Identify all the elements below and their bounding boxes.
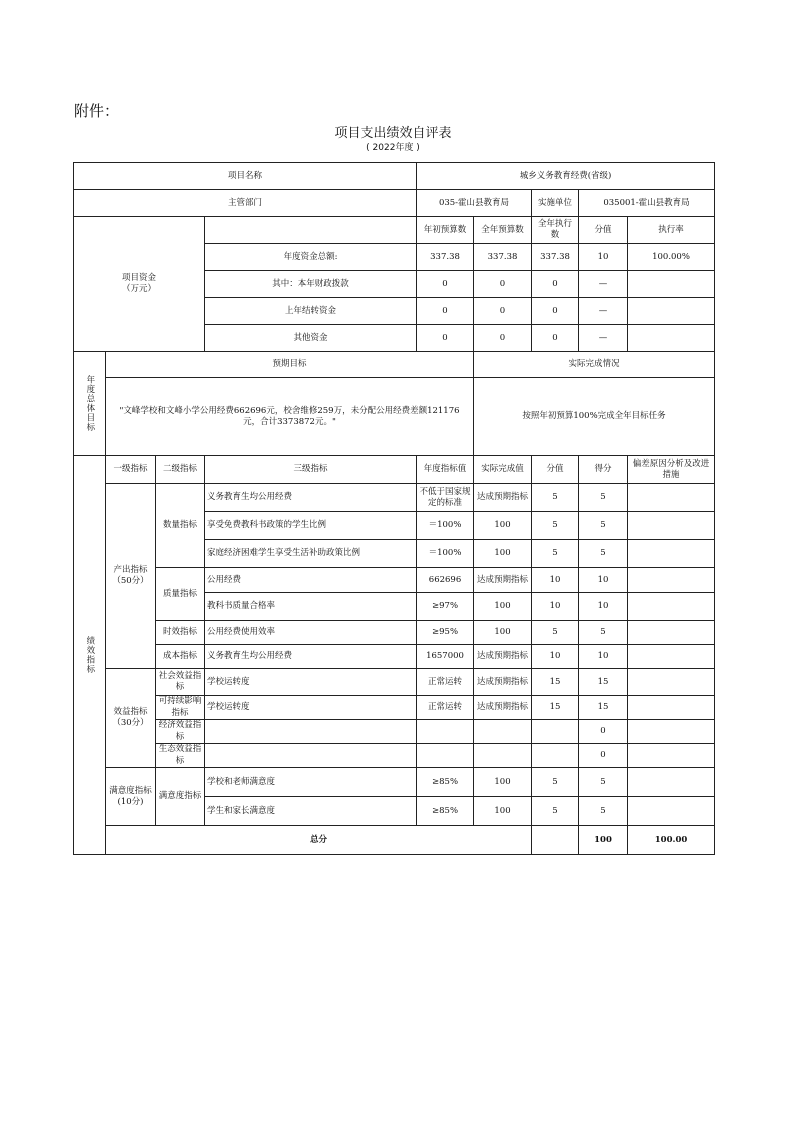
indicator-actual <box>474 744 532 768</box>
indicator-score: 15 <box>579 669 628 696</box>
dept-label: 主管部门 <box>74 190 417 217</box>
self-evaluation-table <box>73 162 715 855</box>
indicator-score-value <box>532 720 579 744</box>
indicator-actual: 达成预期指标 <box>474 669 532 696</box>
satisfaction-indicator: 满意度指标 <box>156 768 205 826</box>
total-score: 100.00 <box>628 826 715 855</box>
fund-budget-year: 0 <box>474 325 532 352</box>
fund-score-value: — <box>579 298 628 325</box>
indicator-reason <box>628 484 715 512</box>
reason-header: 偏差原因分析及改进措施 <box>628 456 715 484</box>
indicator-name: 学生和家长满意度 <box>205 797 417 826</box>
fund-executed: 0 <box>532 271 579 298</box>
fund-row-label: 年度资金总额: <box>205 244 417 271</box>
fund-budget-start: 0 <box>417 325 474 352</box>
indicator-name: 义务教育生均公用经费 <box>205 484 417 512</box>
indicator-reason <box>628 669 715 696</box>
page-title: 项目支出绩效自评表 <box>334 126 452 141</box>
indicator-reason <box>628 568 715 593</box>
social-benefit-indicator: 社会效益指标 <box>156 669 205 696</box>
fund-rate: 100.00% <box>628 244 715 271</box>
indicator-actual: 100 <box>474 768 532 797</box>
fund-executed: 0 <box>532 325 579 352</box>
impl-value: 035001-霍山县教育局 <box>579 190 715 217</box>
indicator-target: ≥95% <box>417 621 474 645</box>
indicator-name <box>205 744 417 768</box>
indicator-score-value: 5 <box>532 768 579 797</box>
indicator-target <box>417 720 474 744</box>
indicator-target <box>417 744 474 768</box>
funds-header-blank <box>205 217 417 244</box>
fund-row-label: 上年结转资金 <box>205 298 417 325</box>
indicator-target: 1657000 <box>417 645 474 669</box>
indicator-name: 学校和老师满意度 <box>205 768 417 797</box>
indicator-reason <box>628 540 715 568</box>
indicator-score: 10 <box>579 593 628 621</box>
indicator-score: 5 <box>579 797 628 826</box>
annual-goal-label: 年度总体目标 <box>74 352 106 456</box>
indicator-name: 公用经费 <box>205 568 417 593</box>
indicator-actual: 100 <box>474 540 532 568</box>
fund-executed: 0 <box>532 298 579 325</box>
funds-header: 分值 <box>579 217 628 244</box>
indicator-name: 教科书质量合格率 <box>205 593 417 621</box>
level1-header: 一级指标 <box>106 456 156 484</box>
indicator-reason <box>628 645 715 669</box>
performance-indicator-label: 绩效指标 <box>74 456 106 855</box>
fund-budget-year: 0 <box>474 298 532 325</box>
indicator-score: 5 <box>579 512 628 540</box>
indicator-target: ＝100% <box>417 540 474 568</box>
output-indicator-group: 产出指标（50分） <box>106 484 156 669</box>
indicator-score: 10 <box>579 568 628 593</box>
expected-goal-text: "文峰学校和文峰小学公用经费662696元，校舍维修259万，未分配公用经费差额121176元，合计3373872元。" <box>106 378 474 456</box>
fund-score-value: — <box>579 271 628 298</box>
level2-header: 二级指标 <box>156 456 205 484</box>
indicator-reason <box>628 768 715 797</box>
indicator-target: 不低于国家规定的标准 <box>417 484 474 512</box>
score-value-header: 分值 <box>532 456 579 484</box>
indicator-actual: 100 <box>474 621 532 645</box>
indicator-target: ≥85% <box>417 768 474 797</box>
indicator-actual: 达成预期指标 <box>474 696 532 720</box>
target-header: 年度指标值 <box>417 456 474 484</box>
indicator-actual: 达成预期指标 <box>474 484 532 512</box>
fund-budget-start: 337.38 <box>417 244 474 271</box>
indicator-score-value: 5 <box>532 484 579 512</box>
project-name-label: 项目名称 <box>74 163 417 190</box>
indicator-actual: 100 <box>474 512 532 540</box>
indicator-score-value: 5 <box>532 797 579 826</box>
ecological-benefit-indicator: 生态效益指标 <box>156 744 205 768</box>
indicator-reason <box>628 696 715 720</box>
indicator-score: 5 <box>579 621 628 645</box>
total-actual <box>532 826 579 855</box>
dept-value: 035-霍山县教育局 <box>417 190 532 217</box>
indicator-name: 家庭经济困难学生享受生活补助政策比例 <box>205 540 417 568</box>
funds-label-line1: 项目资金 <box>121 273 156 284</box>
report-year: ( 2022年度 ) <box>366 143 420 153</box>
fund-row-label: 其他资金 <box>205 325 417 352</box>
indicator-score: 15 <box>579 696 628 720</box>
indicator-name: 享受免费教科书政策的学生比例 <box>205 512 417 540</box>
funds-header: 全年执行数 <box>532 217 579 244</box>
indicator-reason <box>628 797 715 826</box>
level3-header: 三级指标 <box>205 456 417 484</box>
fund-budget-start: 0 <box>417 298 474 325</box>
fund-budget-year: 0 <box>474 271 532 298</box>
actual-header: 实际完成值 <box>474 456 532 484</box>
satisfaction-indicator-group: 满意度指标(10分) <box>106 768 156 826</box>
fund-rate <box>628 325 715 352</box>
quantity-indicator: 数量指标 <box>156 484 205 568</box>
sustainable-impact-indicator: 可持续影响指标 <box>156 696 205 720</box>
fund-executed: 337.38 <box>532 244 579 271</box>
indicator-actual: 达成预期指标 <box>474 568 532 593</box>
project-name-value: 城乡义务教育经费(省级) <box>417 163 715 190</box>
timeliness-indicator: 时效指标 <box>156 621 205 645</box>
fund-rate <box>628 298 715 325</box>
fund-row-label: 其中：本年财政拨款 <box>205 271 417 298</box>
indicator-score-value: 15 <box>532 696 579 720</box>
fund-score-value: — <box>579 325 628 352</box>
indicator-actual <box>474 720 532 744</box>
fund-score-value: 10 <box>579 244 628 271</box>
indicator-name: 义务教育生均公用经费 <box>205 645 417 669</box>
actual-completion-label: 实际完成情况 <box>474 352 715 378</box>
attachment-label: 附件： <box>74 102 120 120</box>
economic-benefit-indicator: 经济效益指标 <box>156 720 205 744</box>
indicator-reason <box>628 512 715 540</box>
fund-rate <box>628 271 715 298</box>
funds-header: 年初预算数 <box>417 217 474 244</box>
indicator-score-value <box>532 744 579 768</box>
funds-header: 全年预算数 <box>474 217 532 244</box>
total-label: 总分 <box>106 826 532 855</box>
indicator-name: 学校运转度 <box>205 696 417 720</box>
cost-indicator: 成本指标 <box>156 645 205 669</box>
indicator-reason <box>628 621 715 645</box>
indicator-target: 正常运转 <box>417 669 474 696</box>
indicator-score: 0 <box>579 744 628 768</box>
funds-label <box>74 217 205 352</box>
indicator-reason <box>628 744 715 768</box>
indicator-score-value: 5 <box>532 540 579 568</box>
expected-goal-label: 预期目标 <box>106 352 474 378</box>
indicator-actual: 达成预期指标 <box>474 645 532 669</box>
indicator-target: 662696 <box>417 568 474 593</box>
indicator-reason <box>628 720 715 744</box>
indicator-target: ≥97% <box>417 593 474 621</box>
indicator-name: 学校运转度 <box>205 669 417 696</box>
indicator-score: 10 <box>579 645 628 669</box>
indicator-score: 5 <box>579 540 628 568</box>
quality-indicator: 质量指标 <box>156 568 205 621</box>
indicator-score-value: 10 <box>532 645 579 669</box>
indicator-score: 5 <box>579 768 628 797</box>
indicator-target: ≥85% <box>417 797 474 826</box>
indicator-actual: 100 <box>474 593 532 621</box>
indicator-actual: 100 <box>474 797 532 826</box>
total-score-value: 100 <box>579 826 628 855</box>
indicator-score-value: 15 <box>532 669 579 696</box>
indicator-name: 公用经费使用效率 <box>205 621 417 645</box>
actual-completion-text: 按照年初预算100%完成全年目标任务 <box>474 378 715 456</box>
indicator-score: 0 <box>579 720 628 744</box>
benefit-indicator-group: 效益指标（30分） <box>106 669 156 768</box>
indicator-score-value: 5 <box>532 621 579 645</box>
fund-budget-start: 0 <box>417 271 474 298</box>
indicator-target: 正常运转 <box>417 696 474 720</box>
fund-budget-year: 337.38 <box>474 244 532 271</box>
indicator-reason <box>628 593 715 621</box>
impl-label: 实施单位 <box>532 190 579 217</box>
indicator-score-value: 10 <box>532 593 579 621</box>
indicator-score: 5 <box>579 484 628 512</box>
funds-header: 执行率 <box>628 217 715 244</box>
indicator-name <box>205 720 417 744</box>
indicator-score-value: 10 <box>532 568 579 593</box>
indicator-target: ＝100% <box>417 512 474 540</box>
indicator-score-value: 5 <box>532 512 579 540</box>
funds-label-line2: （万元） <box>121 284 156 294</box>
score-header: 得分 <box>579 456 628 484</box>
